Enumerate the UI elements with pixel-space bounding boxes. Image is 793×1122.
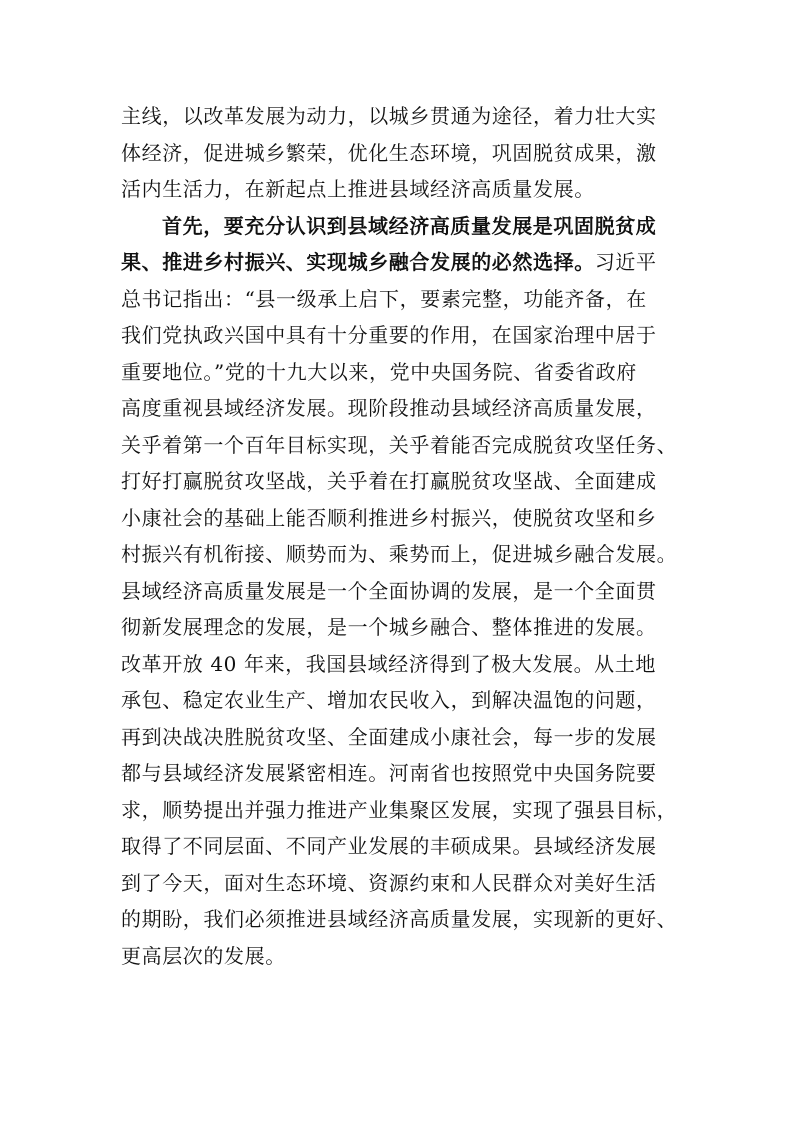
text-line: 县域经济高质量发展是一个全面协调的发展，是一个全面贯 <box>121 578 657 603</box>
text-line: 小康社会的基础上能否顺利推进乡村振兴，使脱贫攻坚和乡 <box>121 505 657 530</box>
lead-sentence-end: 果、推进乡村振兴、实现城乡融合发展的必然选择。 <box>121 250 595 274</box>
text-line: 彻新发展理念的发展，是一个城乡融合、整体推进的发展。 <box>121 615 657 639</box>
lead-tail-text: 习近平 <box>594 250 657 274</box>
text-line: 更高层次的发展。 <box>121 943 286 968</box>
text-line: 主线，以改革发展为动力，以城乡贯通为途径，着力壮大实 <box>121 104 657 128</box>
text-line: 求，顺势提出并强力推进产业集聚区发展，实现了强县目标， <box>121 797 678 822</box>
text-line: 总书记指出：“县一级承上启下，要素完整，功能齐备，在 <box>121 286 647 311</box>
text-line: 活内生活力，在新起点上推进县域经济高质量发展。 <box>121 177 595 201</box>
text-line: 的期盼，我们必须推进县域经济高质量发展，实现新的更好、 <box>121 907 678 931</box>
text-line: 重要地位。”党的十九大以来，党中央国务院、省委省政府 <box>121 359 637 384</box>
text-line: 承包、稳定农业生产、增加农民收入，到解决温饱的问题， <box>121 688 657 712</box>
text-line: 取得了不同层面、不同产业发展的丰硕成果。县域经济发展 <box>121 834 657 858</box>
text-line: 再到决战决胜脱贫攻坚、全面建成小康社会，每一步的发展 <box>121 724 657 749</box>
text-line: 高度重视县域经济发展。现阶段推动县域经济高质量发展， <box>121 396 657 420</box>
lead-sentence-line: 首先，要充分认识到县域经济高质量发展是巩固脱贫成 <box>162 213 657 238</box>
text-line: 村振兴有机衔接、顺势而为、乘势而上，促进城乡融合发展。 <box>121 542 678 566</box>
text-line: 体经济，促进城乡繁荣，优化生态环境，巩固脱贫成果，激 <box>121 140 657 165</box>
text-line: 关乎着第一个百年目标实现，关乎着能否完成脱贫攻坚任务、 <box>121 432 678 457</box>
paragraph-1 <box>121 98 681 208</box>
paragraph-2 <box>121 208 681 975</box>
text-line: 改革开放 40 年来，我国县域经济得到了极大发展。从土地 <box>121 651 656 676</box>
text-line: 到了今天，面对生态环境、资源约束和人民群众对美好生活 <box>121 870 657 895</box>
text-line <box>121 244 681 281</box>
text-line: 我们党执政兴国中具有十分重要的作用，在国家治理中居于 <box>121 323 657 347</box>
document-body <box>121 98 681 974</box>
text-line: 都与县域经济发展紧密相连。河南省也按照党中央国务院要 <box>121 761 657 785</box>
text-line: 打好打赢脱贫攻坚战，关乎着在打赢脱贫攻坚战、全面建成 <box>121 469 657 493</box>
